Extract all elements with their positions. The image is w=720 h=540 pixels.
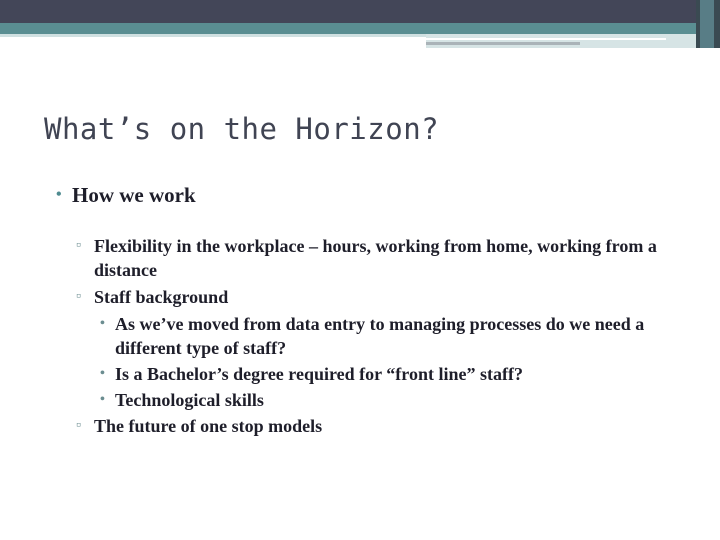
- header-corner-stripe: [700, 0, 714, 48]
- bullet-level1: [56, 180, 696, 210]
- bullet-level3: [56, 388, 696, 412]
- header-band-dark: [0, 0, 720, 23]
- bullet-square-icon: ▫: [76, 418, 81, 433]
- slide-title: What’s on the Horizon?: [44, 112, 440, 146]
- bullet-level2: [56, 414, 696, 438]
- bullet-dot-icon: •: [100, 316, 105, 331]
- header-band-light-left: [0, 34, 426, 37]
- bullet-level2: [56, 234, 696, 282]
- bullet-square-icon: ▫: [76, 238, 81, 253]
- bullet-text: Flexibility in the workplace – hours, working from home, working from a distance: [94, 236, 657, 280]
- bullet-square-icon: ▫: [76, 289, 81, 304]
- bullet-dot-icon: •: [100, 392, 105, 407]
- bullet-text: The future of one stop models: [94, 416, 323, 436]
- bullet-dot-icon: •: [56, 186, 62, 203]
- header-accent-line: [426, 38, 666, 40]
- header-accent-line-gray: [426, 42, 580, 45]
- bullet-level2: [56, 285, 696, 309]
- bullet-text: Technological skills: [115, 390, 264, 410]
- header-band-light-right: [426, 34, 720, 48]
- bullet-level3: [56, 312, 696, 360]
- bullet-text: Is a Bachelor’s degree required for “front line” staff?: [115, 364, 523, 384]
- bullet-level3: [56, 362, 696, 386]
- bullet-text: How we work: [72, 183, 196, 207]
- slide-body: [56, 180, 696, 441]
- bullet-text: Staff background: [94, 287, 229, 307]
- bullet-dot-icon: •: [100, 366, 105, 381]
- bullet-text: As we’ve moved from data entry to managing processes do we need a different type of staff?: [115, 314, 645, 358]
- header-band-teal: [0, 23, 720, 34]
